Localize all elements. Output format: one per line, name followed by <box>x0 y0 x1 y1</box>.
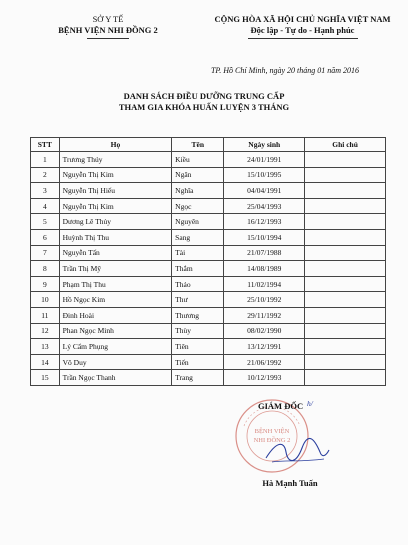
cell-ngay-sinh: 21/06/1992 <box>224 354 305 370</box>
cell-ten: Thùy <box>172 323 224 339</box>
table-row <box>31 261 386 277</box>
cell-ho: Phạm Thị Thu <box>59 276 172 292</box>
cell-ten: Nghĩa <box>172 183 224 199</box>
cell-ngay-sinh: 15/10/1995 <box>224 167 305 183</box>
cell-ghi-chu <box>305 167 386 183</box>
cell-ho: Lý Cẩm Phụng <box>59 339 172 355</box>
cell-ngay-sinh: 25/10/1992 <box>224 292 305 308</box>
cell-ghi-chu <box>305 339 386 355</box>
cell-ten: Tiên <box>172 339 224 355</box>
hospital-name: BỆNH VIỆN NHI ĐỒNG 2 <box>58 25 158 35</box>
table-row <box>31 276 386 292</box>
table-row <box>31 167 386 183</box>
table-row <box>31 198 386 214</box>
cell-stt: 2 <box>31 167 60 183</box>
cell-ho: Nguyễn Thị Kim <box>59 198 172 214</box>
cell-stt: 14 <box>31 354 60 370</box>
table-row <box>31 339 386 355</box>
cell-ngay-sinh: 16/12/1993 <box>224 214 305 230</box>
cell-stt: 1 <box>31 152 60 168</box>
table-row <box>31 354 386 370</box>
cell-ho: Đinh Hoài <box>59 307 172 323</box>
svg-text:NHI ĐỒNG 2: NHI ĐỒNG 2 <box>253 437 291 444</box>
table-row <box>31 183 386 199</box>
cell-ngay-sinh: 13/12/1991 <box>224 339 305 355</box>
cell-ten: Thư <box>172 292 224 308</box>
cell-ghi-chu <box>305 323 386 339</box>
column-header-ten: Tên <box>172 138 224 152</box>
cell-ho: Võ Duy <box>59 354 172 370</box>
national-motto: Độc lập - Tự do - Hạnh phúc <box>250 25 355 35</box>
cell-stt: 7 <box>31 245 60 261</box>
cell-stt: 12 <box>31 323 60 339</box>
document-title: DANH SÁCH ĐIỀU DƯỠNG TRUNG CẤP <box>123 91 285 101</box>
column-header-stt: STT <box>31 138 60 152</box>
cell-stt: 10 <box>31 292 60 308</box>
table-row <box>31 307 386 323</box>
cell-ghi-chu <box>305 152 386 168</box>
svg-text:BỆNH VIỆN: BỆNH VIỆN <box>254 428 290 435</box>
table-row <box>31 292 386 308</box>
cell-ho: Phan Ngọc Minh <box>59 323 172 339</box>
issuer-header <box>28 14 188 39</box>
place-date: TP. Hồ Chí Minh, ngày 20 tháng 01 năm 2016 <box>210 66 360 75</box>
cell-stt: 8 <box>31 261 60 277</box>
cell-ngay-sinh: 21/07/1988 <box>224 245 305 261</box>
cell-ghi-chu <box>305 214 386 230</box>
cell-ten: Thương <box>172 307 224 323</box>
cell-ten: Tiến <box>172 354 224 370</box>
cell-ghi-chu <box>305 354 386 370</box>
cell-ho: Trần Thị Mỹ <box>59 261 172 277</box>
cell-ten: Ngân <box>172 167 224 183</box>
cell-ngay-sinh: 24/01/1991 <box>224 152 305 168</box>
cell-stt: 3 <box>31 183 60 199</box>
cell-stt: 6 <box>31 229 60 245</box>
table-row <box>31 152 386 168</box>
cell-ho: Nguyễn Tấn <box>59 245 172 261</box>
cell-ho: Trương Thúy <box>59 152 172 168</box>
cell-ghi-chu <box>305 198 386 214</box>
table-row <box>31 214 386 230</box>
table-row <box>31 229 386 245</box>
cell-ten: Kiều <box>172 152 224 168</box>
column-header-ngay-sinh: Ngày sinh <box>224 138 305 152</box>
cell-ghi-chu <box>305 183 386 199</box>
cell-ngay-sinh: 29/11/1992 <box>224 307 305 323</box>
signer-title: GIÁM ĐỐC <box>258 401 304 411</box>
cell-ghi-chu <box>305 261 386 277</box>
cell-ghi-chu <box>305 229 386 245</box>
cell-stt: 5 <box>31 214 60 230</box>
department-name: SỞ Y TẾ <box>92 14 124 24</box>
cell-ghi-chu <box>305 307 386 323</box>
cell-ngay-sinh: 08/02/1990 <box>224 323 305 339</box>
cell-ten: Ngọc <box>172 198 224 214</box>
column-header-ghi-chu: Ghi chú <box>305 138 386 152</box>
cell-ghi-chu <box>305 292 386 308</box>
cell-ho: Dương Lê Thủy <box>59 214 172 230</box>
cell-ngay-sinh: 14/08/1989 <box>224 261 305 277</box>
cell-ghi-chu <box>305 276 386 292</box>
table-header-row <box>31 138 386 152</box>
cell-ten: Sang <box>172 229 224 245</box>
table-row <box>31 370 386 386</box>
cell-ghi-chu <box>305 245 386 261</box>
cell-ho: Huỳnh Thị Thu <box>59 229 172 245</box>
table-row <box>31 323 386 339</box>
cell-ho: Trần Ngọc Thanh <box>59 370 172 386</box>
cell-ngay-sinh: 25/04/1993 <box>224 198 305 214</box>
cell-ten: Trang <box>172 370 224 386</box>
cell-ngay-sinh: 15/10/1994 <box>224 229 305 245</box>
national-header <box>210 14 395 39</box>
cell-ten: Tài <box>172 245 224 261</box>
cell-stt: 9 <box>31 276 60 292</box>
cell-ngay-sinh: 11/02/1994 <box>224 276 305 292</box>
cell-ngay-sinh: 10/12/1993 <box>224 370 305 386</box>
cell-stt: 15 <box>31 370 60 386</box>
table-row <box>31 245 386 261</box>
cell-ho: Hồ Ngọc Kim <box>59 292 172 308</box>
cell-ho: Nguyễn Thị Kim <box>59 167 172 183</box>
cell-stt: 11 <box>31 307 60 323</box>
header-underline <box>87 38 129 39</box>
country-name: CỘNG HÒA XÃ HỘI CHỦ NGHĨA VIỆT NAM <box>214 14 391 24</box>
document-subtitle: THAM GIA KHÓA HUẤN LUYỆN 3 THÁNG <box>118 102 290 112</box>
cell-stt: 4 <box>31 198 60 214</box>
handwritten-signature <box>262 432 332 470</box>
cell-ten: Thảo <box>172 276 224 292</box>
cell-ten: Nguyên <box>172 214 224 230</box>
cell-ghi-chu <box>305 370 386 386</box>
handwritten-mark: h/ <box>307 399 313 408</box>
cell-ho: Nguyễn Thị Hiếu <box>59 183 172 199</box>
column-header-ho: Họ <box>59 138 172 152</box>
cell-ngay-sinh: 04/04/1991 <box>224 183 305 199</box>
signer-name: Hà Mạnh Tuấn <box>262 478 318 488</box>
cell-ten: Thắm <box>172 261 224 277</box>
motto-underline <box>248 38 358 39</box>
cell-stt: 13 <box>31 339 60 355</box>
nurse-list-table <box>30 137 386 386</box>
